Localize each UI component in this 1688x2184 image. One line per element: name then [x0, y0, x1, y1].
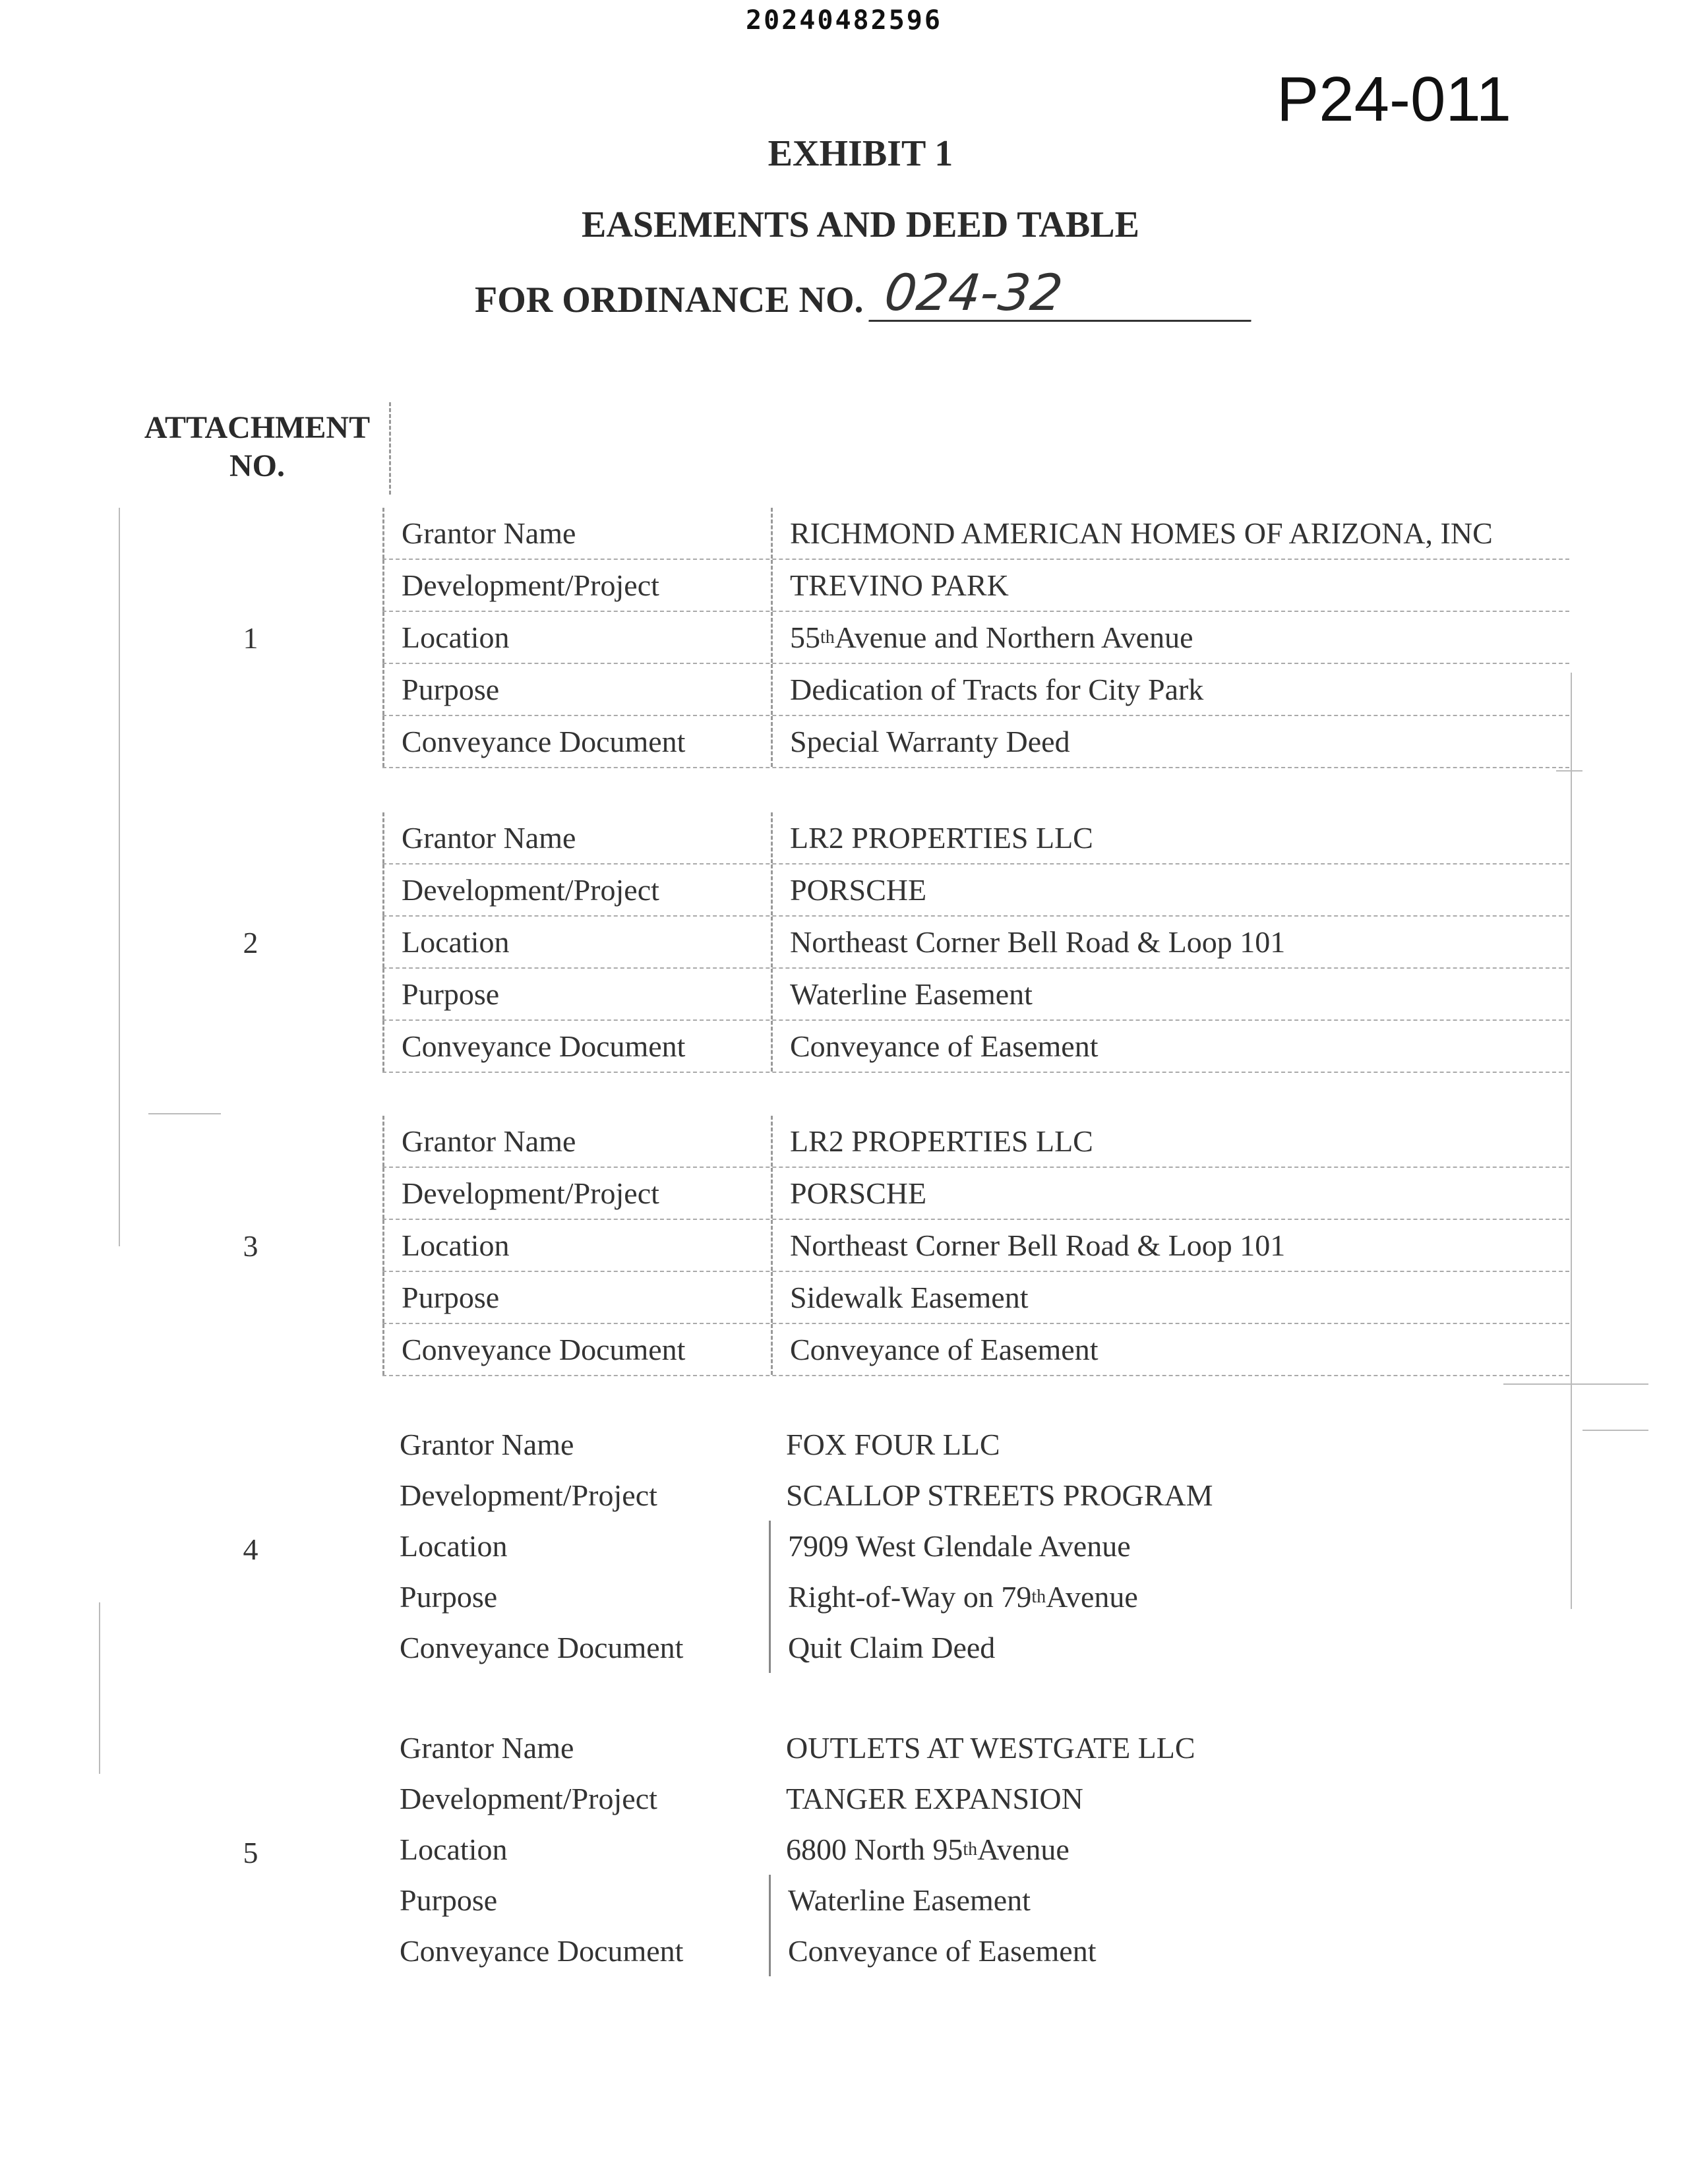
- attachment-table: [382, 1722, 1569, 1976]
- row-value: 7909 West Glendale Avenue: [769, 1521, 1569, 1571]
- table-row: [382, 1220, 1569, 1272]
- scan-artifact: [1582, 1430, 1648, 1431]
- row-label: Grantor Name: [382, 812, 771, 863]
- row-label: Purpose: [382, 664, 771, 715]
- attachment-table: [382, 1419, 1569, 1673]
- scan-artifact: [1556, 770, 1582, 772]
- table-row: [382, 1168, 1569, 1220]
- table-row: [382, 612, 1569, 664]
- table-row: [382, 812, 1569, 864]
- row-value: FOX FOUR LLC: [786, 1428, 1000, 1461]
- row-value: Northeast Corner Bell Road & Loop 101: [771, 1220, 1569, 1271]
- attachment-number: 3: [243, 1229, 258, 1263]
- attachment-block: [0, 1116, 1688, 1399]
- row-label: Conveyance Document: [382, 716, 771, 767]
- exhibit-title: EXHIBIT 1: [768, 133, 953, 174]
- row-value: PORSCHE: [771, 864, 1569, 915]
- table-row: [382, 1470, 1569, 1521]
- row-value: Waterline Easement: [769, 1875, 1569, 1926]
- row-label: Conveyance Document: [382, 1021, 771, 1072]
- table-row: [382, 1773, 1569, 1824]
- attachment-block: [0, 1722, 1688, 2006]
- table-row: [382, 864, 1569, 917]
- scan-artifact: [1503, 1383, 1648, 1385]
- table-row: [382, 1722, 1569, 1773]
- row-value: Dedication of Tracts for City Park: [771, 664, 1569, 715]
- row-value: LR2 PROPERTIES LLC: [771, 812, 1569, 863]
- table-row: [382, 716, 1569, 768]
- table-row: [382, 917, 1569, 969]
- row-label: Location: [382, 612, 771, 663]
- row-label: Location: [382, 1220, 771, 1271]
- row-label: Location: [382, 917, 771, 967]
- ordinance-number-handwritten: 024-32: [868, 263, 1257, 322]
- row-label: Location: [400, 1833, 508, 1866]
- attachment-number: 1: [243, 621, 258, 655]
- row-value: TANGER EXPANSION: [786, 1782, 1083, 1815]
- table-row: [382, 1324, 1569, 1376]
- row-label: Grantor Name: [400, 1428, 574, 1461]
- attachment-block: [0, 508, 1688, 791]
- attachment-header-line2: NO.: [229, 448, 285, 483]
- ordinance-line: [475, 262, 1254, 322]
- scan-artifact: [119, 508, 120, 1246]
- row-value: OUTLETS AT WESTGATE LLC: [786, 1731, 1195, 1765]
- row-value: Sidewalk Easement: [771, 1272, 1569, 1323]
- attachment-number: 2: [243, 926, 258, 959]
- table-row: [382, 1926, 1569, 1976]
- attachment-number-header: [132, 409, 382, 485]
- attachment-table: [382, 812, 1569, 1073]
- table-row: [382, 1419, 1569, 1470]
- row-value: Right-of-Way on 79 th Avenue: [769, 1571, 1569, 1622]
- table-row: [382, 969, 1569, 1021]
- table-row: [382, 1521, 1569, 1571]
- row-value: Special Warranty Deed: [771, 716, 1569, 767]
- table-row: [382, 1116, 1569, 1168]
- row-value: PORSCHE: [771, 1168, 1569, 1219]
- table-row: [382, 1622, 1569, 1673]
- attachment-number: 4: [243, 1532, 258, 1566]
- row-label: Conveyance Document: [400, 1631, 684, 1664]
- row-value: Quit Claim Deed: [769, 1622, 1569, 1673]
- row-label: Purpose: [382, 969, 771, 1019]
- row-label: Grantor Name: [382, 508, 771, 559]
- header-divider: [389, 402, 391, 495]
- row-label: Conveyance Document: [382, 1324, 771, 1375]
- scan-artifact: [99, 1602, 100, 1774]
- row-label: Development/Project: [382, 864, 771, 915]
- row-label: Purpose: [400, 1883, 498, 1917]
- attachment-table: [382, 1116, 1569, 1376]
- recording-number: 20240482596: [746, 5, 942, 36]
- ordinance-label: FOR ORDINANCE NO.: [475, 280, 864, 320]
- row-value: SCALLOP STREETS PROGRAM: [786, 1478, 1213, 1512]
- row-value: Northeast Corner Bell Road & Loop 101: [771, 917, 1569, 967]
- row-label: Grantor Name: [382, 1116, 771, 1167]
- table-row: [382, 560, 1569, 612]
- attachment-table: [382, 508, 1569, 768]
- table-title: EASEMENTS AND DEED TABLE: [582, 204, 1139, 245]
- scan-artifact: [1571, 673, 1572, 1609]
- row-value: 55 th Avenue and Northern Avenue: [771, 612, 1569, 663]
- table-row: [382, 1021, 1569, 1073]
- table-row: [382, 664, 1569, 716]
- row-label: Purpose: [400, 1580, 498, 1614]
- row-value: Conveyance of Easement: [771, 1021, 1569, 1072]
- row-value: RICHMOND AMERICAN HOMES OF ARIZONA, INC: [771, 508, 1569, 559]
- attachment-block: [0, 1419, 1688, 1703]
- row-label: Development/Project: [400, 1478, 657, 1512]
- table-row: [382, 1272, 1569, 1324]
- row-value: Waterline Easement: [771, 969, 1569, 1019]
- attachment-header-line1: ATTACHMENT: [144, 410, 371, 445]
- row-value: Conveyance of Easement: [769, 1926, 1569, 1976]
- row-label: Conveyance Document: [400, 1934, 684, 1968]
- row-value: 6800 North 95 th Avenue: [786, 1833, 1070, 1866]
- file-number: P24-011: [1277, 64, 1511, 135]
- attachment-block: [0, 812, 1688, 1096]
- row-label: Development/Project: [400, 1782, 657, 1815]
- row-value: Conveyance of Easement: [771, 1324, 1569, 1375]
- row-label: Development/Project: [382, 560, 771, 611]
- attachment-number: 5: [243, 1836, 258, 1869]
- row-value: LR2 PROPERTIES LLC: [771, 1116, 1569, 1167]
- row-label: Purpose: [382, 1272, 771, 1323]
- row-label: Grantor Name: [400, 1731, 574, 1765]
- row-label: Development/Project: [382, 1168, 771, 1219]
- table-row: [382, 1875, 1569, 1926]
- table-row: [382, 1571, 1569, 1622]
- row-label: Location: [400, 1529, 508, 1563]
- row-value: TREVINO PARK: [771, 560, 1569, 611]
- table-row: [382, 508, 1569, 560]
- scan-artifact: [148, 1113, 221, 1114]
- table-row: [382, 1824, 1569, 1875]
